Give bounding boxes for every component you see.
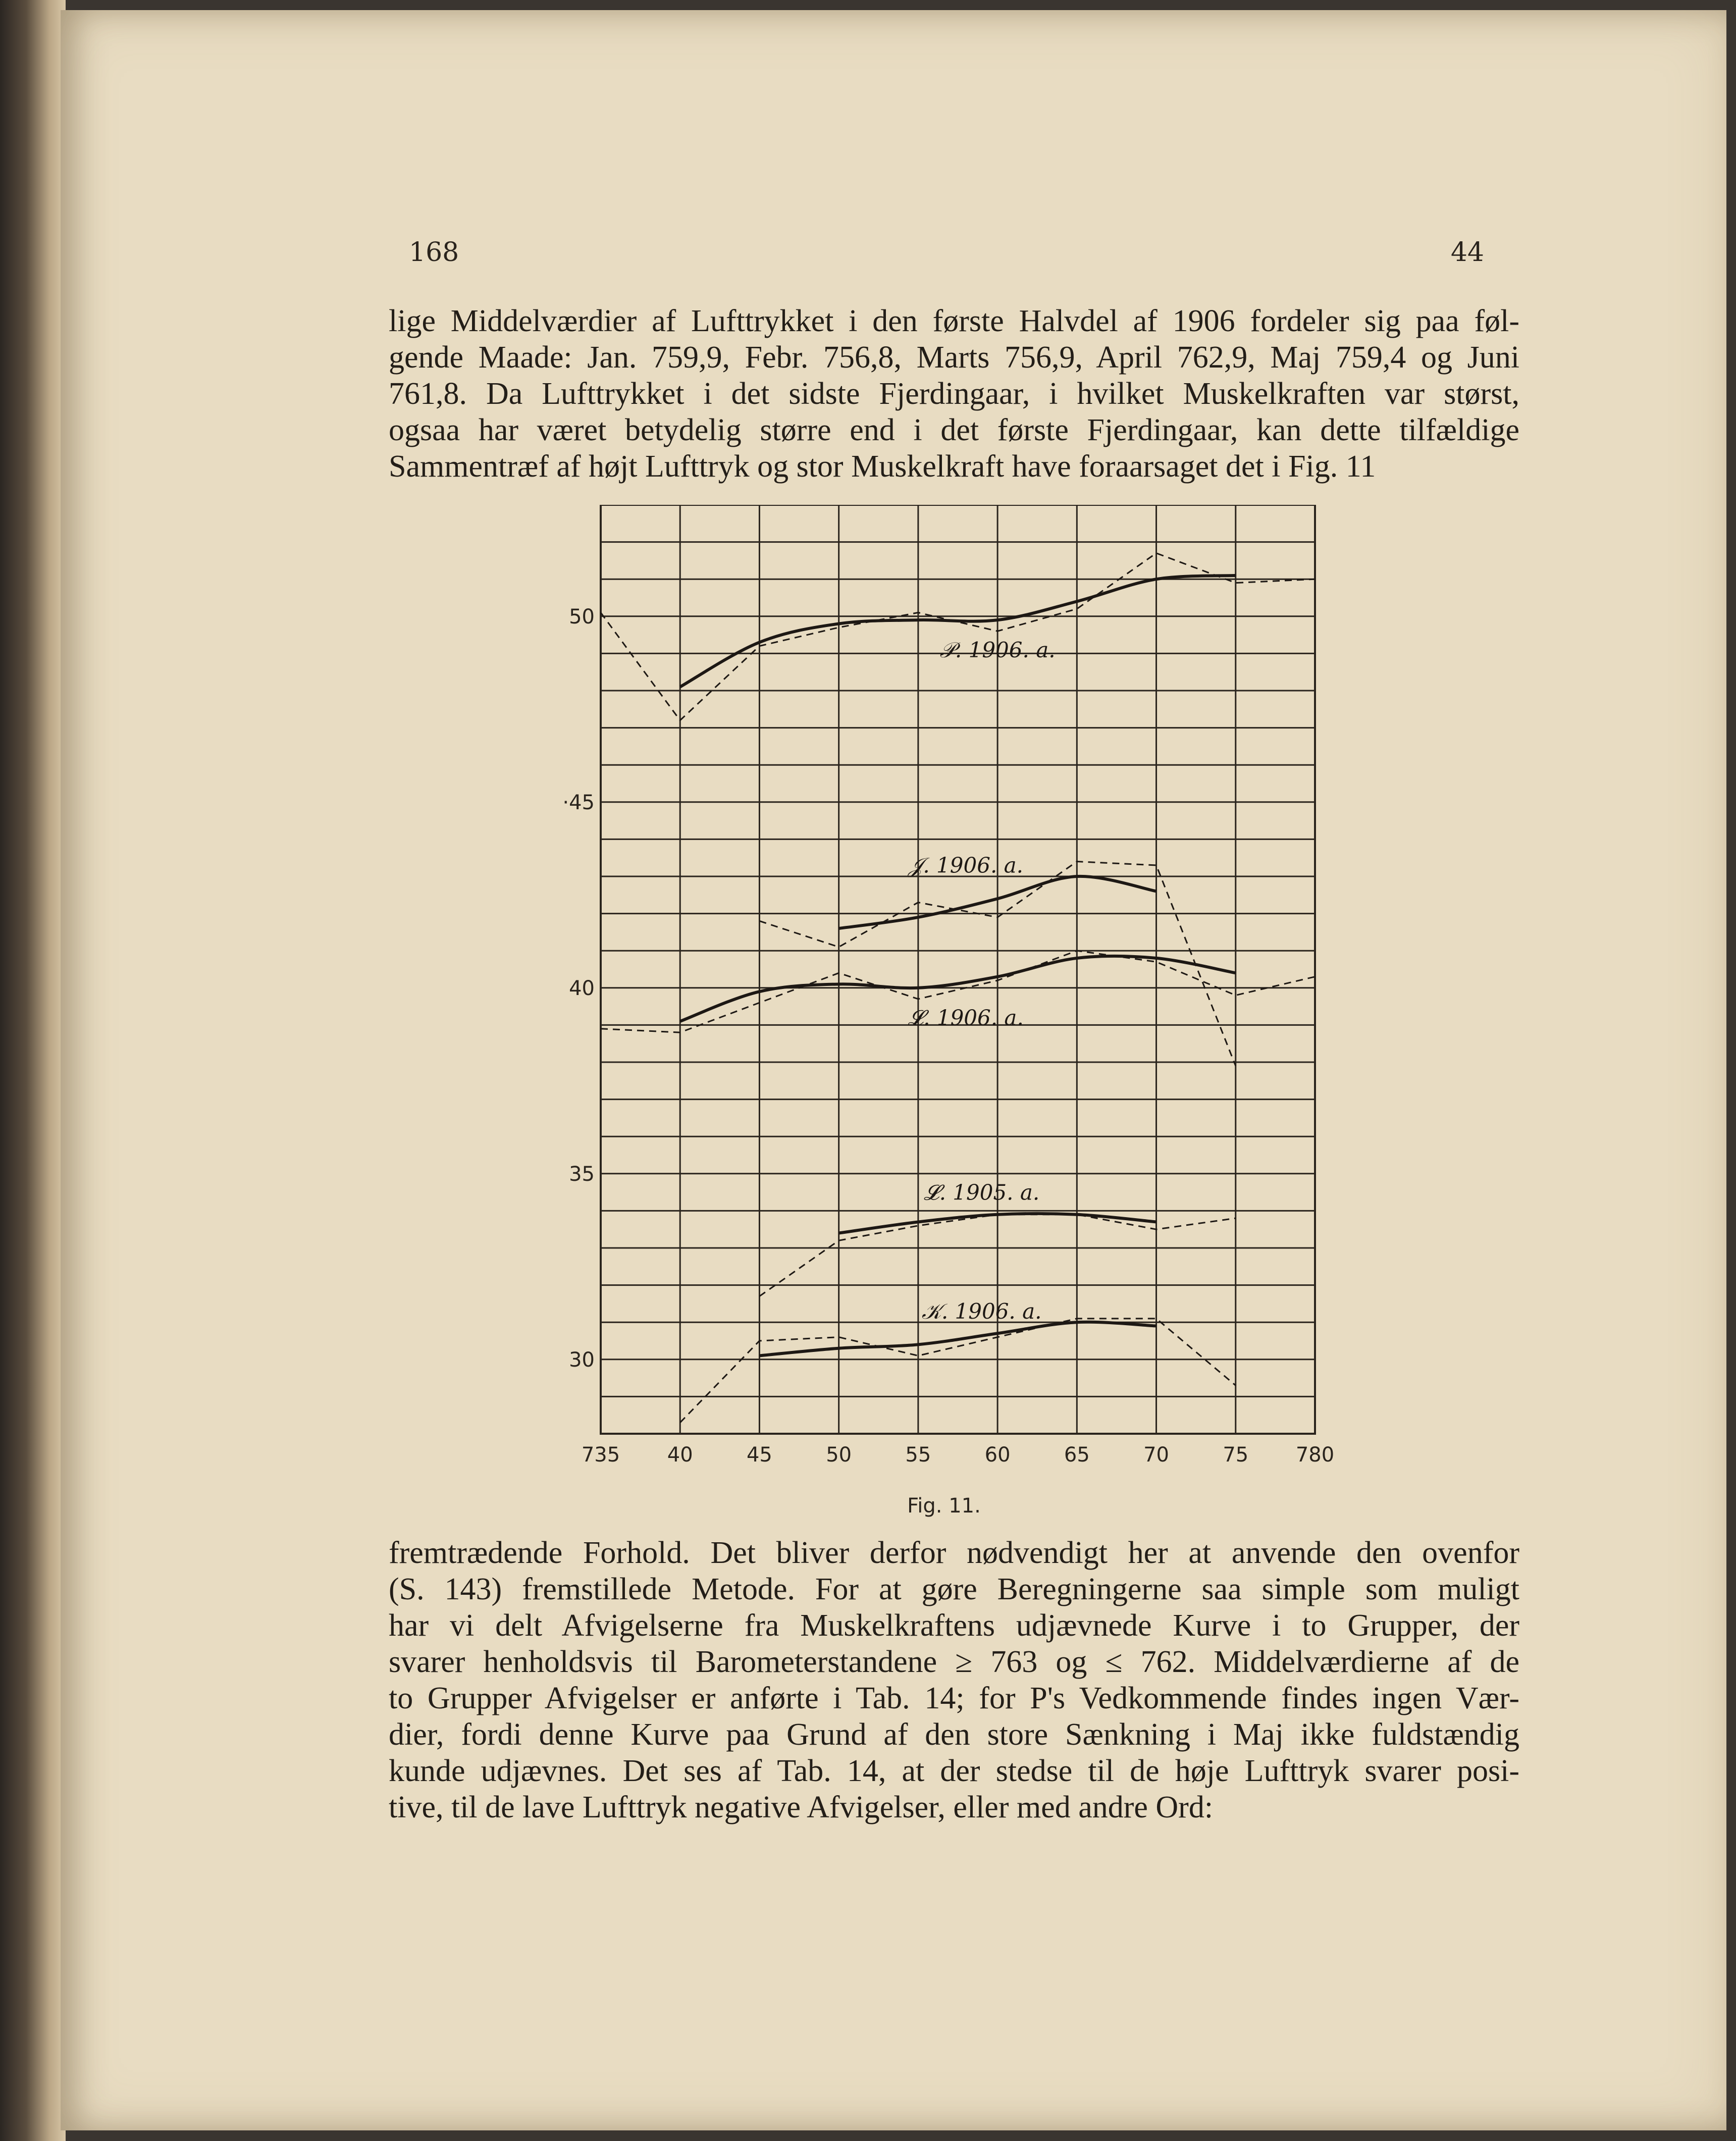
paragraph-top <box>389 303 1519 485</box>
text-line: Sammentræf af højt Lufttryk og stor Muskelkraft have foraarsaget det i Fig. 11 <box>389 449 1376 484</box>
paragraph-bottom <box>389 1535 1519 1825</box>
series-smoothed-curve <box>680 576 1236 687</box>
y-tick-label: 40 <box>569 976 595 1000</box>
text-line: gende Maade: Jan. 759,9, Febr. 756,8, Marts 756,9, April 762,9, Maj 759,4 og Juni <box>389 340 1519 375</box>
book-spine <box>0 0 66 2141</box>
x-tick-label: 60 <box>984 1443 1011 1467</box>
x-tick-label: 40 <box>667 1443 693 1467</box>
text-line: kunde udjævnes. Det ses af Tab. 14, at der stedse til de høje Lufttryk svarer posi- <box>389 1754 1519 1788</box>
page-number-left: 168 <box>409 237 459 268</box>
page-number-right: 44 <box>1450 237 1484 268</box>
x-tick-label: 735 <box>581 1443 620 1467</box>
x-tick-label: 780 <box>1295 1443 1335 1467</box>
figure-chart <box>555 505 1353 1515</box>
y-tick-label: ·45 <box>562 791 595 814</box>
figure-11 <box>555 505 1353 1515</box>
text-line: har vi delt Afvigelserne fra Muskelkraftens udjævnede Kurve i to Grupper, der <box>389 1608 1519 1643</box>
text-line: fremtrædende Forhold. Det bliver derfor nødvendigt her at anvende den ovenfor <box>389 1536 1519 1570</box>
x-tick-label: 75 <box>1223 1443 1249 1467</box>
x-tick-label: 45 <box>746 1443 772 1467</box>
x-tick-label: 50 <box>826 1443 852 1467</box>
x-tick-label: 70 <box>1143 1443 1170 1467</box>
series-smoothed-curve <box>759 1322 1156 1356</box>
text-line: lige Middelværdier af Lufttrykket i den første Halvdel af 1906 fordeler sig paa føl- <box>389 304 1519 338</box>
series-label: 𝓛. 1905. a. <box>924 1180 1040 1205</box>
page-header <box>409 237 1484 273</box>
text-line: svarer henholdsvis til Barometerstandene ≥ 763 og ≤ 762. Middelværdierne af de <box>389 1645 1519 1679</box>
series-label: 𝒥. 1906. a. <box>908 853 1024 878</box>
y-tick-label: 30 <box>569 1348 595 1372</box>
text-line: tive, til de lave Lufttryk negative Afvigelser, eller med andre Ord: <box>389 1790 1214 1824</box>
x-tick-label: 55 <box>905 1443 931 1467</box>
text-line: 761,8. Da Lufttrykket i det sidste Fjerdingaar, i hvilket Muskelkraften var størst, <box>389 377 1519 411</box>
series-observed-line <box>680 1319 1236 1423</box>
figure-caption: Fig. 11. <box>907 1494 981 1518</box>
y-tick-label: 50 <box>569 605 595 629</box>
y-tick-label: 35 <box>569 1162 595 1186</box>
x-tick-label: 65 <box>1064 1443 1090 1467</box>
text-line: (S. 143) fremstillede Metode. For at gøre Beregningerne saa simple som muligt <box>389 1572 1519 1606</box>
text-line: ogsaa har været betydelig større end i det første Fjerdingaar, kan dette tilfældige <box>389 413 1519 447</box>
series-label: 𝒫. 1906. a. <box>939 637 1056 662</box>
series-observed-line <box>601 553 1315 720</box>
text-line: dier, fordi denne Kurve paa Grund af den store Sænkning i Maj ikke fuldstændig <box>389 1717 1519 1752</box>
series-label: 𝓛. 1906. a. <box>908 1005 1024 1030</box>
text-line: to Grupper Afvigelser er anførte i Tab. 14; for P's Vedkommende findes ingen Vær- <box>389 1681 1519 1715</box>
series-label: 𝒦. 1906. a. <box>921 1298 1042 1324</box>
